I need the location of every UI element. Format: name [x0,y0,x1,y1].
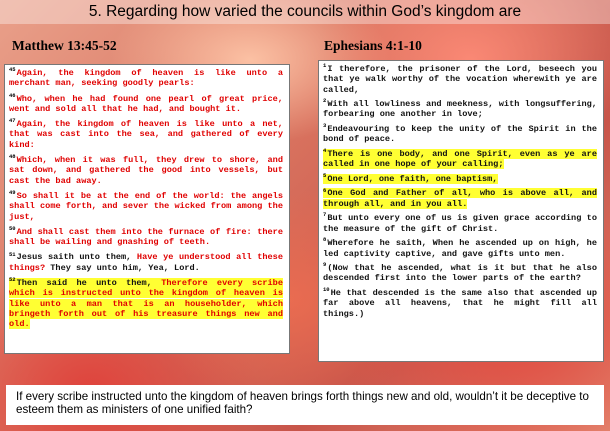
verse [9,91,283,115]
verse-number: 47 [9,117,16,125]
highlighted-verse-text [9,278,283,329]
verse-segment: One Lord, one faith, one baptism, [327,173,498,184]
verse-number: 45 [9,66,16,74]
red-letter-text: So shall it be at the end of the world: the angels shall come forth, and sever the wicked from among the just, [9,190,283,222]
ephesians-passage-box [318,60,604,362]
verse-segment: One God and Father of all, who is above all, and through all, and in you all. [323,188,597,209]
verse [323,263,597,284]
verse-segment: Jesus saith unto them, [16,252,137,263]
verse-text [9,191,283,222]
verse-number: 50 [9,225,16,232]
matthew-passage-box [4,64,290,354]
verse-segment: He that descended is the same also that ascended up far above all heavens, that he might fill all things.) [323,288,597,319]
verse-text [9,119,283,150]
verse [9,68,283,89]
verse-segment: But unto every one of us is given grace according to the measure of the gift of Christ. [323,213,597,234]
verse [9,155,283,186]
verse-segment: Wherefore he saith, When he ascended up on high, he led captivity captive, and gave gifts unto men. [323,238,597,259]
verse-number: 52 [9,276,16,284]
verse-number: 8 [323,236,327,244]
verse-number: 9 [323,261,327,269]
red-letter-text: Which, when it was full, they drew to shore, and sat down, and gathered the good into vessels, but cast the bad away. [9,155,283,186]
verse-number: 7 [323,211,327,219]
verse [323,174,597,184]
left-column-header: Matthew 13:45-52 [12,38,117,53]
verse-number: 4 [323,147,327,155]
verse [9,278,283,329]
verse [323,188,597,209]
verse-number: 10 [323,286,330,294]
red-letter-text: Again, the kingdom of heaven is like unto a net, that was cast into the sea, and gathered of every kind: [9,119,283,150]
verse [323,238,597,259]
verse-text [9,227,283,247]
verse-number: 2 [323,97,327,105]
verse [9,191,283,222]
verse [323,64,597,95]
verse-segment: They say unto him, Yea, Lord. [45,262,200,273]
verse-number: 49 [9,189,16,197]
verse-number: 3 [323,122,327,130]
slide-title: 5. Regarding how varied the councils within God’s kingdom are [0,0,610,24]
red-letter-text: And shall cast them into the furnace of fire: there shall be wailing and gnashing of teeth. [9,226,283,248]
verse-number: 6 [323,186,327,194]
verse-text [9,155,283,186]
verse [323,288,597,319]
verse-text [323,213,597,233]
verse-number: 1 [323,62,327,70]
highlighted-verse-text [323,174,498,184]
red-letter-text: Therefore every scribe which is instructed unto the kingdom of heaven is like unto a man that is an householder, which bringeth forth out of his treasure things new and old. [9,278,283,330]
verse-text [323,288,597,319]
verse-segment: I therefore, the prisoner of the Lord, beseech you that ye walk worthy of the vocation wherewith ye are called, [323,64,597,95]
verse [9,119,283,150]
verse-text [323,124,597,144]
verse-text [9,91,283,114]
verse-segment: Then said he unto them, [16,278,162,289]
verse-text [323,238,597,258]
verse-segment: (Now that he ascended, what is it but that he also descended first into the lower parts of the earth? [323,263,597,284]
verse-number: 46 [9,91,16,99]
red-letter-text: Again, the kingdom of heaven is like unto a merchant man, seeking goodly pearls: [9,68,283,89]
verse-text [323,64,597,95]
verse [323,213,597,234]
red-letter-text: Have ye understood all these things? [9,252,283,273]
verse [323,99,597,120]
verse-segment: With all lowliness and meekness, with longsuffering, forbearing one another in love; [323,99,597,120]
verse [9,252,283,273]
verse-number: 48 [9,153,16,161]
verse-text [323,99,597,119]
verse-segment: Endeavouring to keep the unity of the Spirit in the bond of peace. [323,124,597,145]
highlighted-verse-text [323,149,597,169]
verse [323,149,597,170]
red-letter-text: Who, when he had found one pearl of great price, went and sold all that he had, and bought it. [9,93,283,114]
highlighted-verse-text [323,188,597,208]
verse [9,227,283,248]
verse-text [9,68,283,88]
verse-text [323,263,597,283]
right-column-header: Ephesians 4:1-10 [324,38,422,53]
verse-number: 5 [323,172,327,179]
verse [323,124,597,145]
verse-segment: There is one body, and one Spirit, even as ye are called in one hope of your calling; [323,148,597,170]
verse-number: 51 [9,250,16,258]
verse-text [9,252,283,272]
footer-question: If every scribe instructed unto the kingdom of heaven brings forth things new and old, wouldn’t it be deceptive to esteem them as ministers of one unified faith? [6,385,604,425]
